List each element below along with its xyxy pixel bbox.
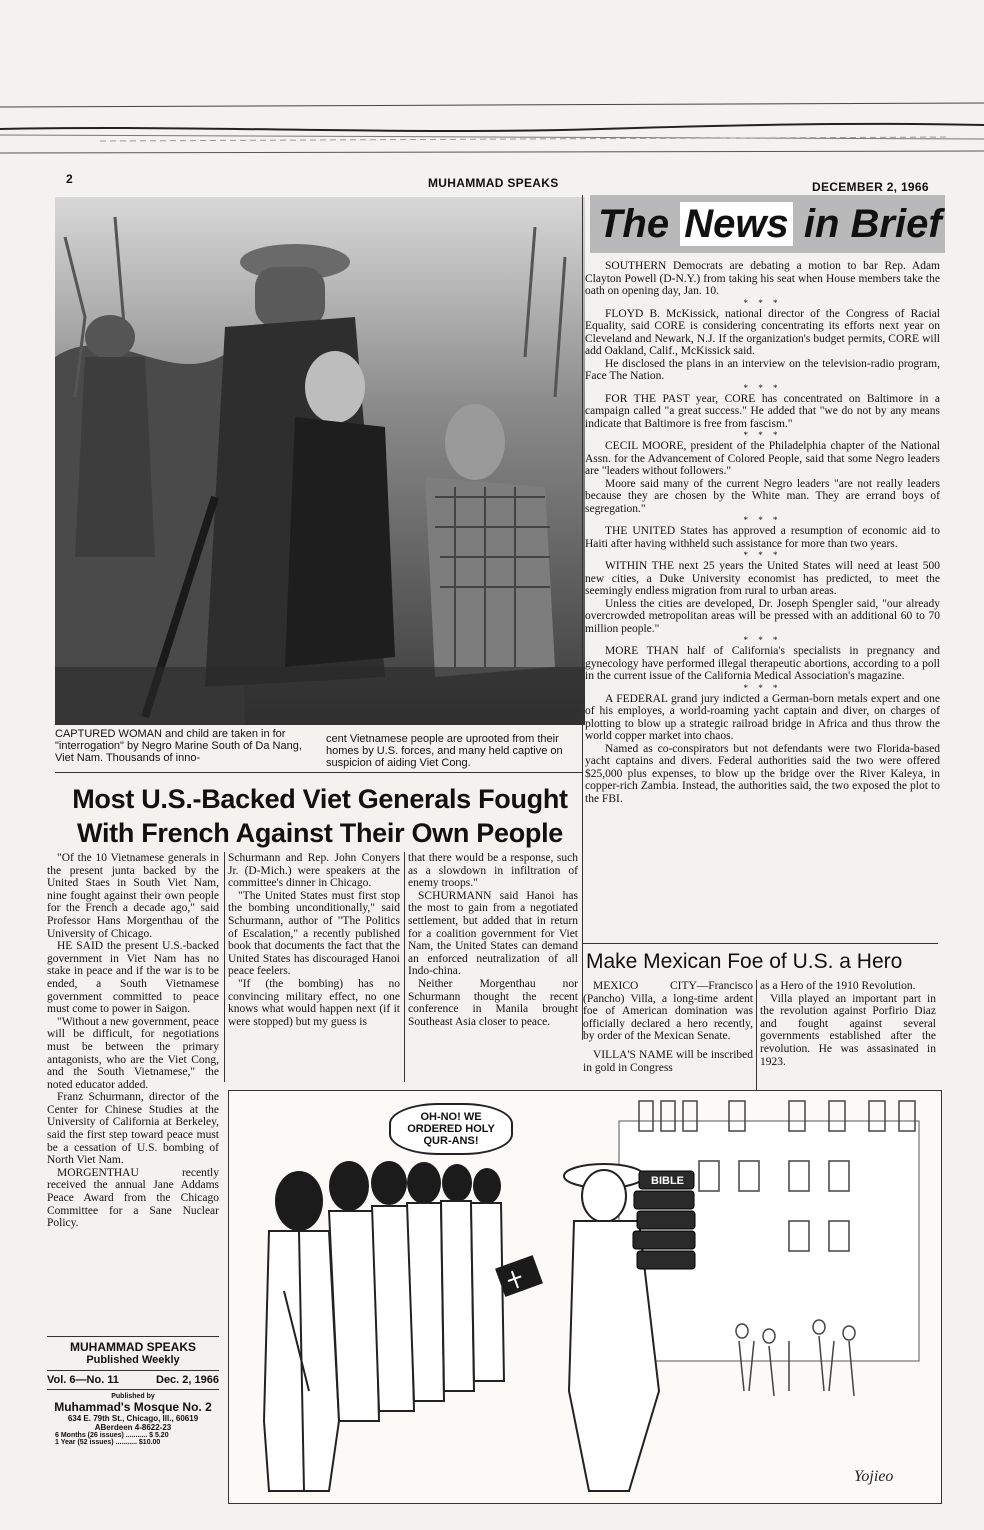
section-rule (47, 1336, 219, 1337)
main-headline (50, 782, 590, 850)
paragraph: "The United States must first stop the bombing unconditionally," said Schurmann, author of "The Politics of Escalation," a recently published book that documents the fact that the United States has discouraged Hanoi peace feelers. (228, 889, 400, 978)
pub-title: MUHAMMAD SPEAKS (70, 1340, 196, 1354)
paragraph: HE SAID the present U.S.-backed government in Viet Nam has no stake in peace and if the war is to be ended, a South Vietnamese government committed to peace must come to power in Saigon. (47, 940, 219, 1016)
mexican-col1 (583, 980, 753, 1074)
paragraph: "Without a new government, peace will be difficult, for negotiations must be between the primary antagonists, who are the Viet Cong, and the South Vietnamese," the noted educator added. (47, 1015, 219, 1091)
brief-item: MORE THAN half of California's specialists in pregnancy and gynecology have performed illegal therapeutic abortions, according to a poll in the current issue of the California Medical Association's magazine. (585, 645, 940, 682)
main-story-col1 (47, 852, 219, 1230)
banner-in-brief: in Brief (803, 202, 942, 246)
pub-volume-row (47, 1370, 219, 1386)
speech-bubble: OH-NO! WE ORDERED HOLY QUR-ANS! (389, 1103, 513, 1155)
column-rule (756, 980, 757, 1090)
paragraph: Villa played an important part in the revolution against Porfirio Diaz and fought against several governments established after the revolution. He was assasinated in 1923. (760, 992, 936, 1068)
brief-separator: * * * (743, 382, 782, 393)
cartoon-drawing (229, 1091, 941, 1503)
main-story-col3 (408, 852, 578, 1028)
brief-item: SOUTHERN Democrats are debating a motion to bar Rep. Adam Clayton Powell (D-N.Y.) from taking his seat when House members take the oath on opening day, Jan. 10. (585, 260, 940, 297)
paragraph: "If (the bombing) has no convincing military effect, no one knows what would happen next (if it were stopped) but my guess is (228, 977, 400, 1028)
brief-item: THE UNITED States has approved a resumption of economic aid to Haiti after having withheld such assistance for more than two years. (585, 525, 940, 550)
paragraph: MEXICO CITY—Francisco (Pancho) Villa, a long-time ardent foe of American domination was officially declared a hero recently, by order of the Mexican Senate. (583, 980, 753, 1043)
brief-separator: * * * (743, 430, 782, 440)
books-label: BIBLE (651, 1175, 684, 1187)
pub-frequency: Published Weekly (86, 1354, 180, 1366)
caption-rule (55, 772, 583, 773)
column-rule (404, 852, 405, 1082)
publication-box (47, 1340, 219, 1446)
brief-item: CECIL MOORE, president of the Philadelphia chapter of the National Assn. for the Advancement of Colored People, said that some Negro leaders are "leaders without followers." (585, 440, 940, 477)
paragraph: that there would be a response, such as a slowdown in infiltration of enemy troops." (408, 852, 578, 890)
section-rule (582, 195, 583, 1040)
brief-separator: * * * (743, 635, 782, 645)
banner-the: The (598, 202, 670, 246)
pub-rate-6mo: 6 Months (26 issues) ........... $ 5.20 (55, 1432, 169, 1439)
vietnam-photo (55, 197, 585, 725)
pub-published-by: Published by (47, 1389, 219, 1400)
banner-news: News (680, 202, 793, 246)
pub-publisher: Muhammad's Mosque No. 2 (54, 1400, 212, 1414)
cartoon-signature: Yojieo (854, 1468, 894, 1485)
page-number: 2 (66, 172, 73, 186)
paragraph: Franz Schurmann, director of the Center for Chinese Studies at the University of California at Berkeley, said the first step toward peace must be a cessation of U.S. bombing of North Viet Nam. (47, 1091, 219, 1167)
brief-item: A FEDERAL grand jury indicted a German-born metals expert and one of his employes, a world-roaming yacht captain and diver, on charges of plotting to blow up a strategic railroad bridge in Africa and thus throw the world copper market into chaos. (585, 692, 940, 742)
photo-caption-left: CAPTURED WOMAN and child are taken in for "interrogation" by Negro Marine South of Da Nang, Viet Nam. Thousands of inno- (55, 728, 302, 764)
brief-item: He disclosed the plans in an interview on the television-radio program, Face The Nation. (585, 357, 940, 382)
main-headline-line2: With French Against Their Own People (77, 818, 563, 848)
paper-name-header: MUHAMMAD SPEAKS (428, 176, 559, 190)
pub-rate-1yr: 1 Year (52 issues) ........... $10.00 (55, 1439, 161, 1446)
paragraph: Neither Morgenthau nor Schurmann thought the recent conference in Manila brought Southeast Asia closer to peace. (408, 977, 578, 1028)
pub-address: 634 E. 79th St., Chicago, Ill., 60619 (67, 1414, 199, 1423)
brief-item: WITHIN THE next 25 years the United States will need at least 500 new cities, a Duke University economist has predicted, to meet the seemingly endless migration from rural to urban areas. (585, 560, 940, 597)
main-story-col2 (228, 852, 400, 1028)
mexican-headline: Make Mexican Foe of U.S. a Hero (586, 950, 903, 973)
brief-separator: * * * (743, 515, 782, 525)
main-headline-line1: Most U.S.-Backed Viet Generals Fought (72, 784, 568, 814)
news-in-brief-banner (590, 195, 945, 253)
mexican-col2 (760, 980, 936, 1068)
editorial-cartoon (228, 1090, 942, 1504)
column-rule (224, 852, 225, 1082)
paragraph: VILLA'S NAME will be inscribed in gold in Congress (583, 1048, 753, 1074)
scan-artifact-lines (0, 95, 984, 165)
news-in-brief-body (585, 260, 940, 805)
pub-volume: Vol. 6—No. 11 (47, 1374, 119, 1386)
pub-issue-date: Dec. 2, 1966 (156, 1374, 219, 1386)
photo-caption-right: cent Vietnamese people are uprooted from their homes by U.S. forces, and many held captive on suspicion of aiding Viet Cong. (326, 733, 563, 769)
pub-phone: ABerdeen 4-8622-23 (94, 1423, 172, 1432)
brief-separator: * * * (743, 682, 782, 693)
paragraph: "Of the 10 Vietnamese generals in the present junta backed by the United Staes in South Viet Nam, nine fought against their own people for the French a decade ago," said Professor Hans Morgenthau of the University of Chicago. (47, 852, 219, 940)
photo-image (55, 197, 585, 725)
brief-separator: * * * (743, 550, 782, 560)
paragraph: SCHURMANN said Hanoi has the most to gain from a negotiated settlement, but added that in return for a coalition government for Viet Nam, the United States can demand an enforced neutralization of all Indo-china. (408, 889, 578, 978)
brief-item: Unless the cities are developed, Dr. Joseph Spengler said, "our already overcrowded metropolitan areas will be pressed with an additional 60 to 70 million people." (585, 597, 940, 635)
issue-date-header: DECEMBER 2, 1966 (812, 180, 929, 194)
brief-item: FLOYD B. McKissick, national director of the Congress of Racial Equality, said CORE is considering concentrating its efforts next year on Cleveland and Newark, N.J. If the organization's budget permits, CORE will add Oakland, Calif., McKissick said. (585, 307, 940, 357)
paragraph: Schurmann and Rep. John Conyers Jr. (D-Mich.) were speakers at the committee's dinner in Chicago. (228, 852, 400, 890)
paragraph: MORGENTHAU recently received the annual Jane Addams Peace Award from the Chicago Committee for a Sane Nuclear Policy. (47, 1166, 219, 1230)
brief-separator: * * * (743, 297, 782, 308)
paragraph: as a Hero of the 1910 Revolution. (760, 980, 916, 992)
brief-item: Moore said many of the current Negro leaders "are not really leaders because they are chosen by the White man. They are errand boys of segregation." (585, 477, 940, 515)
brief-item: FOR THE PAST year, CORE has concentrated on Baltimore in a campaign called "a great success." He added that "we do not by any means indicate that Baltimore is free from fascism." (585, 392, 940, 430)
brief-item: Named as co-conspirators but not defendants were two Florida-based yacht captains and divers. Federal authorities said the two were offered $25,000 plus expenses, to blow up the bridge over the River Kaleya, in copper-rich Zambia. Instead, the authorities said, the two exposed the plot to the FBI. (585, 742, 940, 805)
section-rule (583, 943, 938, 944)
